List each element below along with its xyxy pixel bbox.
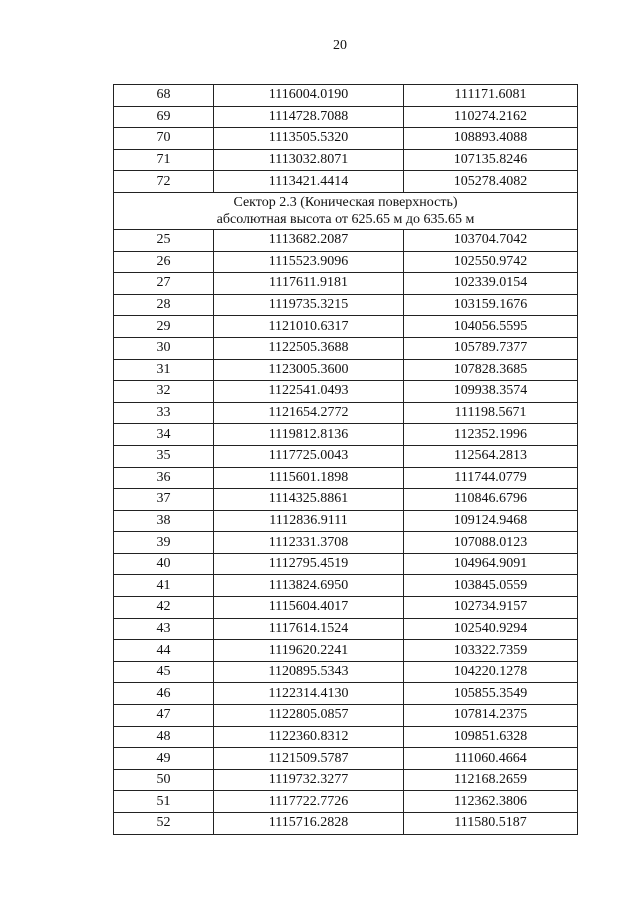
x-coordinate-cell: 1119732.3277	[214, 769, 404, 791]
x-coordinate-cell: 1117614.1524	[214, 618, 404, 640]
sector-altitude: абсолютная высота от 625.65 м до 635.65 м	[216, 211, 475, 227]
table-row	[114, 553, 578, 575]
y-coordinate-cell: 112362.3806	[404, 791, 578, 813]
y-coordinate-cell: 102550.9742	[404, 251, 578, 273]
y-coordinate-cell: 103845.0559	[404, 575, 578, 597]
x-coordinate-cell: 1122541.0493	[214, 381, 404, 403]
x-coordinate-cell: 1117722.7726	[214, 791, 404, 813]
point-number-cell: 51	[114, 791, 214, 813]
x-coordinate-cell: 1113682.2087	[214, 229, 404, 251]
table-row	[114, 705, 578, 727]
point-number-cell: 32	[114, 381, 214, 403]
point-number-cell: 70	[114, 128, 214, 150]
y-coordinate-cell: 102540.9294	[404, 618, 578, 640]
x-coordinate-cell: 1116004.0190	[214, 85, 404, 107]
table-row	[114, 597, 578, 619]
y-coordinate-cell: 103704.7042	[404, 229, 578, 251]
x-coordinate-cell: 1123005.3600	[214, 359, 404, 381]
y-coordinate-cell: 104056.5595	[404, 316, 578, 338]
y-coordinate-cell: 109124.9468	[404, 510, 578, 532]
point-number-cell: 49	[114, 748, 214, 770]
y-coordinate-cell: 107814.2375	[404, 705, 578, 727]
x-coordinate-cell: 1114325.8861	[214, 489, 404, 511]
table-row	[114, 381, 578, 403]
point-number-cell: 52	[114, 813, 214, 835]
point-number-cell: 47	[114, 705, 214, 727]
table-row	[114, 726, 578, 748]
point-number-cell: 40	[114, 553, 214, 575]
y-coordinate-cell: 112168.2659	[404, 769, 578, 791]
y-coordinate-cell: 104220.1278	[404, 661, 578, 683]
y-coordinate-cell: 111198.5671	[404, 402, 578, 424]
x-coordinate-cell: 1117611.9181	[214, 273, 404, 295]
table-row	[114, 294, 578, 316]
table-row	[114, 575, 578, 597]
x-coordinate-cell: 1117725.0043	[214, 445, 404, 467]
y-coordinate-cell: 111171.6081	[404, 85, 578, 107]
x-coordinate-cell: 1115604.4017	[214, 597, 404, 619]
y-coordinate-cell: 112564.2813	[404, 445, 578, 467]
table-row	[114, 532, 578, 554]
table-row	[114, 171, 578, 193]
y-coordinate-cell: 105855.3549	[404, 683, 578, 705]
table-row	[114, 618, 578, 640]
point-number-cell: 45	[114, 661, 214, 683]
sector-title-cell	[114, 192, 578, 229]
table-row	[114, 769, 578, 791]
x-coordinate-cell: 1122314.4130	[214, 683, 404, 705]
y-coordinate-cell: 107828.3685	[404, 359, 578, 381]
table-row	[114, 661, 578, 683]
table-row	[114, 510, 578, 532]
point-number-cell: 34	[114, 424, 214, 446]
y-coordinate-cell: 104964.9091	[404, 553, 578, 575]
y-coordinate-cell: 102339.0154	[404, 273, 578, 295]
y-coordinate-cell: 110846.6796	[404, 489, 578, 511]
page-number: 20	[333, 38, 347, 53]
sector-header	[114, 192, 578, 229]
y-coordinate-cell: 111580.5187	[404, 813, 578, 835]
point-number-cell: 69	[114, 106, 214, 128]
y-coordinate-cell: 109851.6328	[404, 726, 578, 748]
y-coordinate-cell: 111060.4664	[404, 748, 578, 770]
x-coordinate-cell: 1112331.3708	[214, 532, 404, 554]
table-row	[114, 273, 578, 295]
point-number-cell: 41	[114, 575, 214, 597]
x-coordinate-cell: 1113505.5320	[214, 128, 404, 150]
y-coordinate-cell: 112352.1996	[404, 424, 578, 446]
point-number-cell: 27	[114, 273, 214, 295]
table-row	[114, 149, 578, 171]
x-coordinate-cell: 1115716.2828	[214, 813, 404, 835]
table-row	[114, 791, 578, 813]
point-number-cell: 31	[114, 359, 214, 381]
table-row	[114, 106, 578, 128]
point-number-cell: 44	[114, 640, 214, 662]
y-coordinate-cell: 107135.8246	[404, 149, 578, 171]
x-coordinate-cell: 1115523.9096	[214, 251, 404, 273]
x-coordinate-cell: 1113032.8071	[214, 149, 404, 171]
y-coordinate-cell: 103159.1676	[404, 294, 578, 316]
table-row	[114, 229, 578, 251]
x-coordinate-cell: 1120895.5343	[214, 661, 404, 683]
table-body-bottom	[114, 229, 578, 834]
y-coordinate-cell: 110274.2162	[404, 106, 578, 128]
point-number-cell: 39	[114, 532, 214, 554]
y-coordinate-cell: 102734.9157	[404, 597, 578, 619]
table-row	[114, 467, 578, 489]
table-row	[114, 402, 578, 424]
point-number-cell: 36	[114, 467, 214, 489]
point-number-cell: 25	[114, 229, 214, 251]
coordinates-table	[113, 84, 578, 835]
point-number-cell: 35	[114, 445, 214, 467]
x-coordinate-cell: 1114728.7088	[214, 106, 404, 128]
point-number-cell: 50	[114, 769, 214, 791]
point-number-cell: 30	[114, 337, 214, 359]
x-coordinate-cell: 1119620.2241	[214, 640, 404, 662]
point-number-cell: 26	[114, 251, 214, 273]
x-coordinate-cell: 1113421.4414	[214, 171, 404, 193]
table-row	[114, 813, 578, 835]
table-row	[114, 683, 578, 705]
y-coordinate-cell: 103322.7359	[404, 640, 578, 662]
point-number-cell: 43	[114, 618, 214, 640]
y-coordinate-cell: 107088.0123	[404, 532, 578, 554]
point-number-cell: 46	[114, 683, 214, 705]
x-coordinate-cell: 1122505.3688	[214, 337, 404, 359]
point-number-cell: 28	[114, 294, 214, 316]
point-number-cell: 38	[114, 510, 214, 532]
x-coordinate-cell: 1121010.6317	[214, 316, 404, 338]
table-row	[114, 489, 578, 511]
x-coordinate-cell: 1119735.3215	[214, 294, 404, 316]
x-coordinate-cell: 1115601.1898	[214, 467, 404, 489]
point-number-cell: 71	[114, 149, 214, 171]
point-number-cell: 48	[114, 726, 214, 748]
x-coordinate-cell: 1122360.8312	[214, 726, 404, 748]
table-row	[114, 85, 578, 107]
table-body-top	[114, 85, 578, 193]
point-number-cell: 72	[114, 171, 214, 193]
table-row	[114, 359, 578, 381]
table-row	[114, 316, 578, 338]
x-coordinate-cell: 1121654.2772	[214, 402, 404, 424]
x-coordinate-cell: 1121509.5787	[214, 748, 404, 770]
x-coordinate-cell: 1122805.0857	[214, 705, 404, 727]
point-number-cell: 37	[114, 489, 214, 511]
sector-row	[114, 192, 578, 229]
y-coordinate-cell: 105789.7377	[404, 337, 578, 359]
x-coordinate-cell: 1112836.9111	[214, 510, 404, 532]
sector-title: Сектор 2.3 (Коническая поверхность)	[233, 194, 458, 210]
table-row	[114, 128, 578, 150]
x-coordinate-cell: 1113824.6950	[214, 575, 404, 597]
table-row	[114, 748, 578, 770]
table-row	[114, 640, 578, 662]
point-number-cell: 68	[114, 85, 214, 107]
point-number-cell: 42	[114, 597, 214, 619]
y-coordinate-cell: 111744.0779	[404, 467, 578, 489]
x-coordinate-cell: 1119812.8136	[214, 424, 404, 446]
y-coordinate-cell: 105278.4082	[404, 171, 578, 193]
x-coordinate-cell: 1112795.4519	[214, 553, 404, 575]
point-number-cell: 33	[114, 402, 214, 424]
table-row	[114, 424, 578, 446]
y-coordinate-cell: 109938.3574	[404, 381, 578, 403]
table-row	[114, 445, 578, 467]
y-coordinate-cell: 108893.4088	[404, 128, 578, 150]
table-row	[114, 337, 578, 359]
table-row	[114, 251, 578, 273]
point-number-cell: 29	[114, 316, 214, 338]
